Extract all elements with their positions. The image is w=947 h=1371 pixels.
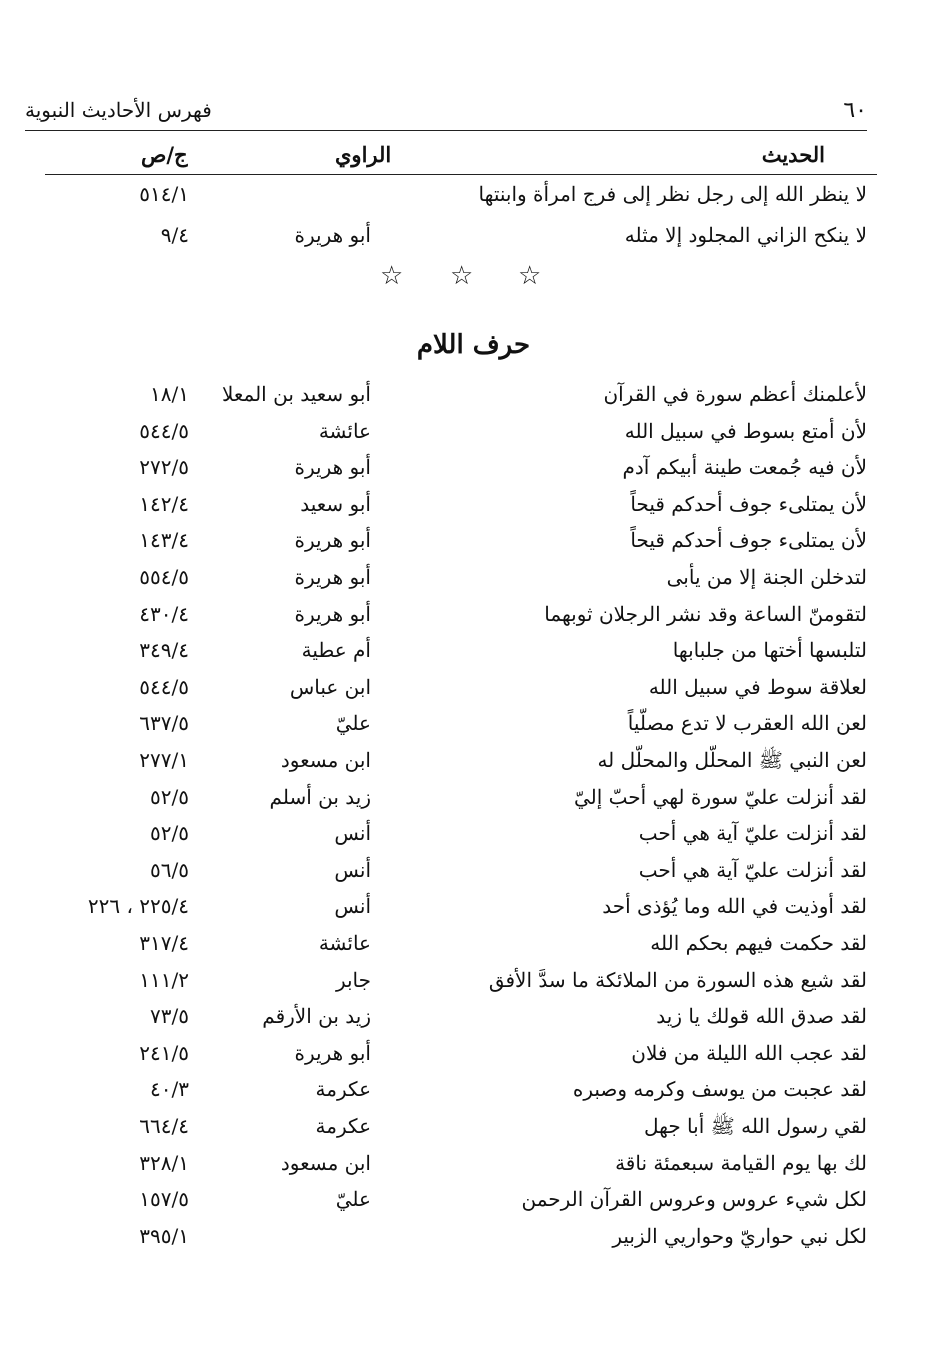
hadith-text: لك بها يوم القيامة سبعمئة ناقة — [615, 1150, 867, 1175]
narrator-name: زيد بن الأرقم — [262, 1004, 371, 1029]
volume-page-ref: ٣٢٨/١ — [139, 1150, 189, 1175]
index-row — [0, 176, 947, 212]
hadith-text: لأن أمتع بسوط في سبيل الله — [624, 418, 867, 443]
volume-page-ref: ٦٦٤/٤ — [139, 1114, 189, 1138]
index-row — [0, 998, 947, 1034]
hadith-text: لأعلمنك أعظم سورة في القرآن — [603, 382, 867, 406]
hadith-text: لقد أنزلت عليّ آية هي أحب — [638, 857, 867, 882]
narrator-name: عكرمة — [315, 1114, 371, 1138]
volume-page-ref: ١٥٧/٥ — [139, 1187, 189, 1212]
volume-page-ref: ١١١/٢ — [139, 967, 189, 992]
column-headers — [45, 138, 877, 175]
narrator-name: ابن عباس — [289, 674, 371, 699]
volume-page-ref: ٣٩٥/١ — [139, 1223, 189, 1248]
volume-page-ref: ٣٤٩/٤ — [139, 638, 189, 663]
index-row — [0, 559, 947, 595]
volume-page-ref: ٥٤٤/٥ — [139, 674, 189, 699]
volume-page-ref: ٢٢٥/٤ ، ٢٢٦ — [87, 894, 189, 919]
column-header-hadith: الحديث — [761, 142, 825, 167]
narrator-name: ابن مسعود — [280, 1150, 371, 1175]
index-row — [0, 1071, 947, 1107]
narrator-name: أنس — [334, 821, 371, 846]
index-row — [0, 596, 947, 632]
narrator-name: أبو هريرة — [294, 223, 371, 247]
hadith-text: لكل نبي حواريّ وحواريي الزبير — [612, 1223, 867, 1248]
volume-page-ref: ٥٥٤/٥ — [139, 565, 189, 589]
narrator-name: أبو هريرة — [294, 601, 371, 626]
running-header — [25, 96, 867, 131]
volume-page-ref: ٢٤١/٥ — [139, 1040, 189, 1065]
star-icon: ☆ — [518, 261, 542, 291]
hadith-text: لقد عجب الله الليلة من فلان — [631, 1040, 867, 1065]
index-row — [0, 632, 947, 668]
volume-page-ref: ٢٧٧/١ — [139, 748, 189, 772]
index-row — [0, 925, 947, 961]
volume-page-ref: ١٤٣/٤ — [139, 528, 189, 553]
hadith-text: لقد صدق الله قولك يا زيد — [656, 1004, 867, 1029]
index-row — [0, 217, 947, 253]
narrator-name: أبو سعيد — [300, 491, 371, 516]
index-row — [0, 449, 947, 485]
narrator-name: عليّ — [335, 1187, 371, 1212]
hadith-text: لتقومنّ الساعة وقد نشر الرجلان ثوبهما — [544, 601, 867, 626]
index-row — [0, 815, 947, 851]
index-row — [0, 413, 947, 449]
hadith-text: لا ينظر الله إلى رجل نظر إلى فرج امرأة وابنتها — [478, 182, 867, 206]
page-number: ٦٠ — [843, 98, 867, 123]
narrator-name: ابن مسعود — [280, 748, 371, 772]
index-row — [0, 742, 947, 778]
volume-page-ref: ٥٢/٥ — [150, 784, 189, 809]
index-row — [0, 669, 947, 705]
index-row — [0, 376, 947, 412]
hadith-text: لعن الله العقرب لا تدع مصلّياً — [627, 711, 867, 736]
hadith-text: لقد أنزلت عليّ آية هي أحب — [638, 821, 867, 846]
hadith-text: لكل شيء عروس وعروس القرآن الرحمن — [521, 1187, 867, 1212]
volume-page-ref: ٥١٤/١ — [139, 182, 189, 206]
narrator-name: أنس — [334, 894, 371, 919]
volume-page-ref: ٢٧٢/٥ — [139, 455, 189, 480]
hadith-text: لقد شيع هذه السورة من الملائكة ما سدَّ الأفق — [488, 967, 867, 992]
volume-page-ref: ٥٢/٥ — [150, 821, 189, 846]
section-separator — [0, 258, 947, 294]
index-row — [0, 1035, 947, 1071]
hadith-text: لقد حكمت فيهم بحكم الله — [650, 931, 867, 955]
hadith-text: لتدخلن الجنة إلا من يأبى — [666, 565, 867, 589]
volume-page-ref: ٩/٤ — [160, 223, 189, 247]
volume-page-ref: ٣١٧/٤ — [139, 931, 189, 955]
hadith-text: لأن فيه جُمعت طينة أبيكم آدم — [622, 455, 867, 480]
volume-page-ref: ١٤٢/٤ — [139, 491, 189, 516]
narrator-name: أبو سعيد بن المعلا — [221, 382, 371, 406]
hadith-text: لعلاقة سوط في سبيل الله — [648, 674, 867, 699]
index-row — [0, 1108, 947, 1144]
index-row — [0, 1145, 947, 1181]
volume-page-ref: ٦٣٧/٥ — [139, 711, 189, 736]
index-row — [0, 852, 947, 888]
narrator-name: عليّ — [335, 711, 371, 736]
index-row — [0, 779, 947, 815]
index-row — [0, 888, 947, 924]
index-row — [0, 1218, 947, 1254]
hadith-text: لتلبسها أختها من جلبابها — [672, 638, 867, 663]
book-title: فهرس الأحاديث النبوية — [25, 98, 212, 122]
narrator-name: أم عطية — [301, 638, 371, 663]
hadith-text: لقد أوذيت في الله وما يُؤذى أحد — [602, 894, 867, 919]
column-header-narrator: الراوي — [335, 142, 392, 167]
hadith-text: لقد أنزلت عليّ سورة لهي أحبّ إليّ — [573, 784, 867, 809]
hadith-text: لا ينكح الزاني المجلود إلا مثله — [624, 223, 867, 247]
volume-page-ref: ٧٣/٥ — [150, 1004, 189, 1029]
narrator-name: أبو هريرة — [294, 528, 371, 553]
index-row — [0, 962, 947, 998]
hadith-text: لقي رسول الله ﷺ أبا جهل — [643, 1114, 867, 1138]
narrator-name: عائشة — [318, 931, 371, 955]
star-icon: ☆ — [380, 261, 404, 291]
narrator-name: جابر — [335, 967, 371, 992]
narrator-name: عكرمة — [315, 1077, 371, 1102]
hadith-text: لعن النبي ﷺ المحلّل والمحلّل له — [597, 748, 867, 772]
narrator-name: أبو هريرة — [294, 455, 371, 480]
section-title: حرف اللام — [416, 330, 531, 360]
volume-page-ref: ٤٠/٣ — [150, 1077, 189, 1102]
index-row — [0, 486, 947, 522]
hadith-text: لأن يمتلىء جوف أحدكم قيحاً — [630, 491, 867, 516]
index-row — [0, 705, 947, 741]
hadith-text: لقد عجبت من يوسف وكرمه وصبره — [572, 1077, 867, 1102]
narrator-name: عائشة — [318, 418, 371, 443]
volume-page-ref: ٤٣٠/٤ — [139, 601, 189, 626]
star-icon: ☆ — [450, 261, 474, 291]
narrator-name: أبو هريرة — [294, 1040, 371, 1065]
index-row — [0, 1181, 947, 1217]
narrator-name: أنس — [334, 857, 371, 882]
volume-page-ref: ٥٦/٥ — [150, 857, 189, 882]
narrator-name: أبو هريرة — [294, 565, 371, 589]
volume-page-ref: ٥٤٤/٥ — [139, 418, 189, 443]
volume-page-ref: ١٨/١ — [150, 382, 189, 406]
narrator-name: زيد بن أسلم — [269, 784, 371, 809]
column-header-ref: ج/ص — [141, 142, 188, 167]
index-row — [0, 522, 947, 558]
hadith-text: لأن يمتلىء جوف أحدكم قيحاً — [630, 528, 867, 553]
